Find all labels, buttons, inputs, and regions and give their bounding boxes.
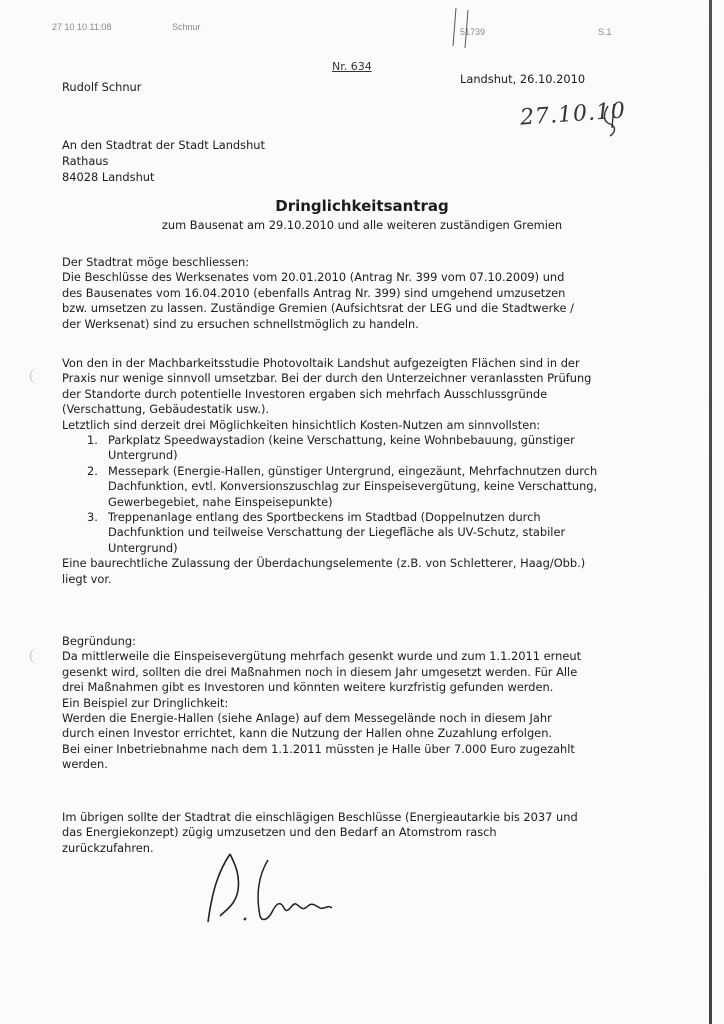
list-item-number: 1. (87, 433, 98, 448)
paragraph-closing (62, 810, 632, 856)
text-line: zurückzufahren. (62, 840, 154, 855)
text-line: Im übrigen sollte der Stadtrat die einschlägigen Beschlüsse (Energieautarkie bis 2037 und (62, 810, 578, 824)
text-line: Die Beschlüsse des Werksenates vom 20.01.2010 (Antrag Nr. 399 vom 07.10.2009) und (62, 270, 565, 285)
signature (196, 846, 336, 930)
text-line: Bei einer Inbetriebnahme nach dem 1.1.2011 müssten je Halle über 7.000 Euro zugezahlt (62, 741, 575, 756)
text-line: liegt vor. (62, 571, 112, 586)
text-line: werden. (62, 757, 108, 772)
list-item-number: 3. (87, 510, 98, 525)
recipient-line-1: An den Stadtrat der Stadt Landshut (62, 138, 265, 152)
text-line: Dachfunktion, evtl. Konversionszuschlag zur Einspeisevergütung, keine Verschattung, (108, 479, 598, 494)
initials-mark (600, 102, 624, 138)
text-line: drei Maßnahmen gibt es Investoren und könnten weitere kurzfristig gefunden werden. (62, 680, 554, 695)
pen-mark (448, 6, 478, 50)
text-line: Der Stadtrat möge beschliessen: (62, 255, 250, 269)
text-line: der Standorte durch potentielle Investoren ergaben sich mehrfach Ausschlussgründe (62, 386, 548, 401)
text-line: gesenkt wird, sollten die drei Maßnahmen noch in diesem Jahr umgesetzt werden. Für Alle (62, 664, 578, 679)
text-line: Parkplatz Speedwaystadion (keine Verschattung, keine Wohnbebauung, günstiger (108, 433, 575, 448)
text-line: Eine baurechtliche Zulassung der Überdachungselemente (z.B. von Schletterer, Haag/Obb.) (62, 556, 586, 571)
text-line: Werden die Energie-Hallen (siehe Anlage) auf dem Messegelände noch in diesem Jahr (62, 711, 552, 726)
text-line: das Energiekonzept) zügig umzusetzen und den Bedarf an Atomstrom rasch (62, 825, 497, 840)
text-line: Treppenanlage entlang des Sportbeckens im Stadtbad (Doppelnutzen durch (108, 510, 541, 525)
scan-edge (709, 0, 712, 1024)
sender-name: Rudolf Schnur (62, 80, 142, 94)
handwritten-date: 27.10.10 (519, 98, 627, 131)
document-subtitle: zum Bausenat am 29.10.2010 und alle weiteren zuständigen Gremien (161, 218, 563, 232)
text-line: durch einen Investor errichtet, kann die Nutzung der Hallen ohne Zuzahlung erfolgen. (62, 726, 553, 741)
list-item-number: 2. (87, 463, 98, 478)
paragraph-resolution (62, 255, 632, 332)
text-line: Messepark (Energie-Hallen, günstiger Untergrund, eingezäunt, Mehrfachnutzen durch (108, 463, 598, 478)
site-options-list (62, 433, 632, 556)
text-line: bzw. umsetzen zu lassen. Zuständige Gremien (Aufsichtsrat der LEG und die Stadtwerke / (62, 301, 574, 316)
text-line: Gewerbegebiet, nahe Einspeisepunkte) (108, 494, 333, 509)
fax-sender: Schnur (172, 22, 201, 32)
list-item (62, 433, 632, 464)
text-line: Untergrund) (108, 540, 178, 555)
text-line: Praxis nur wenige sinnvoll umsetzbar. Bei der durch den Unterzeichner veranlassten Prüfung (62, 371, 592, 386)
document-title: Dringlichkeitsantrag (275, 197, 449, 215)
fax-number: 51739 (460, 27, 486, 37)
place-date: Landshut, 26.10.2010 (460, 72, 586, 86)
paragraph-reasoning (62, 634, 632, 773)
text-line: Da mittlerweile die Einspeisevergütung mehrfach gesenkt wurde und zum 1.1.2011 erneut (62, 649, 582, 664)
recipient-line-2: Rathaus (62, 154, 109, 168)
text-line: Untergrund) (108, 448, 178, 463)
text-line: (Verschattung, Gebäudestatik usw.). (62, 402, 270, 417)
punch-hole-mark (30, 648, 45, 664)
list-item (62, 510, 632, 556)
doc-number: Nr. 634 (332, 60, 372, 73)
section-heading: Begründung: (62, 634, 136, 648)
list-item (62, 464, 632, 510)
paragraph-feasibility (62, 356, 632, 587)
text-line: Letztlich sind derzeit drei Möglichkeiten hinsichtlich Kosten-Nutzen am sinnvollsten: (62, 417, 541, 432)
text-line: der Werksenat) sind zu ersuchen schnellstmöglich zu handeln. (62, 316, 419, 331)
text-line: Ein Beispiel zur Dringlichkeit: (62, 695, 229, 710)
punch-hole-mark (30, 368, 45, 384)
fax-page-number: S.1 (598, 27, 612, 37)
recipient-line-3: 84028 Landshut (62, 170, 155, 184)
text-line: des Bausenates vom 16.04.2010 (ebenfalls Antrag Nr. 399) sind umgehend umzusetzen (62, 285, 566, 300)
text-line: Von den in der Machbarkeitsstudie Photovoltaik Landshut aufgezeigten Flächen sind in der (62, 356, 580, 370)
text-line: Dachfunktion und teilweise Verschattung der Liegefläche als UV-Schutz, stabiler (108, 525, 566, 540)
fax-timestamp: 27 10 10 11:08 (52, 22, 112, 32)
